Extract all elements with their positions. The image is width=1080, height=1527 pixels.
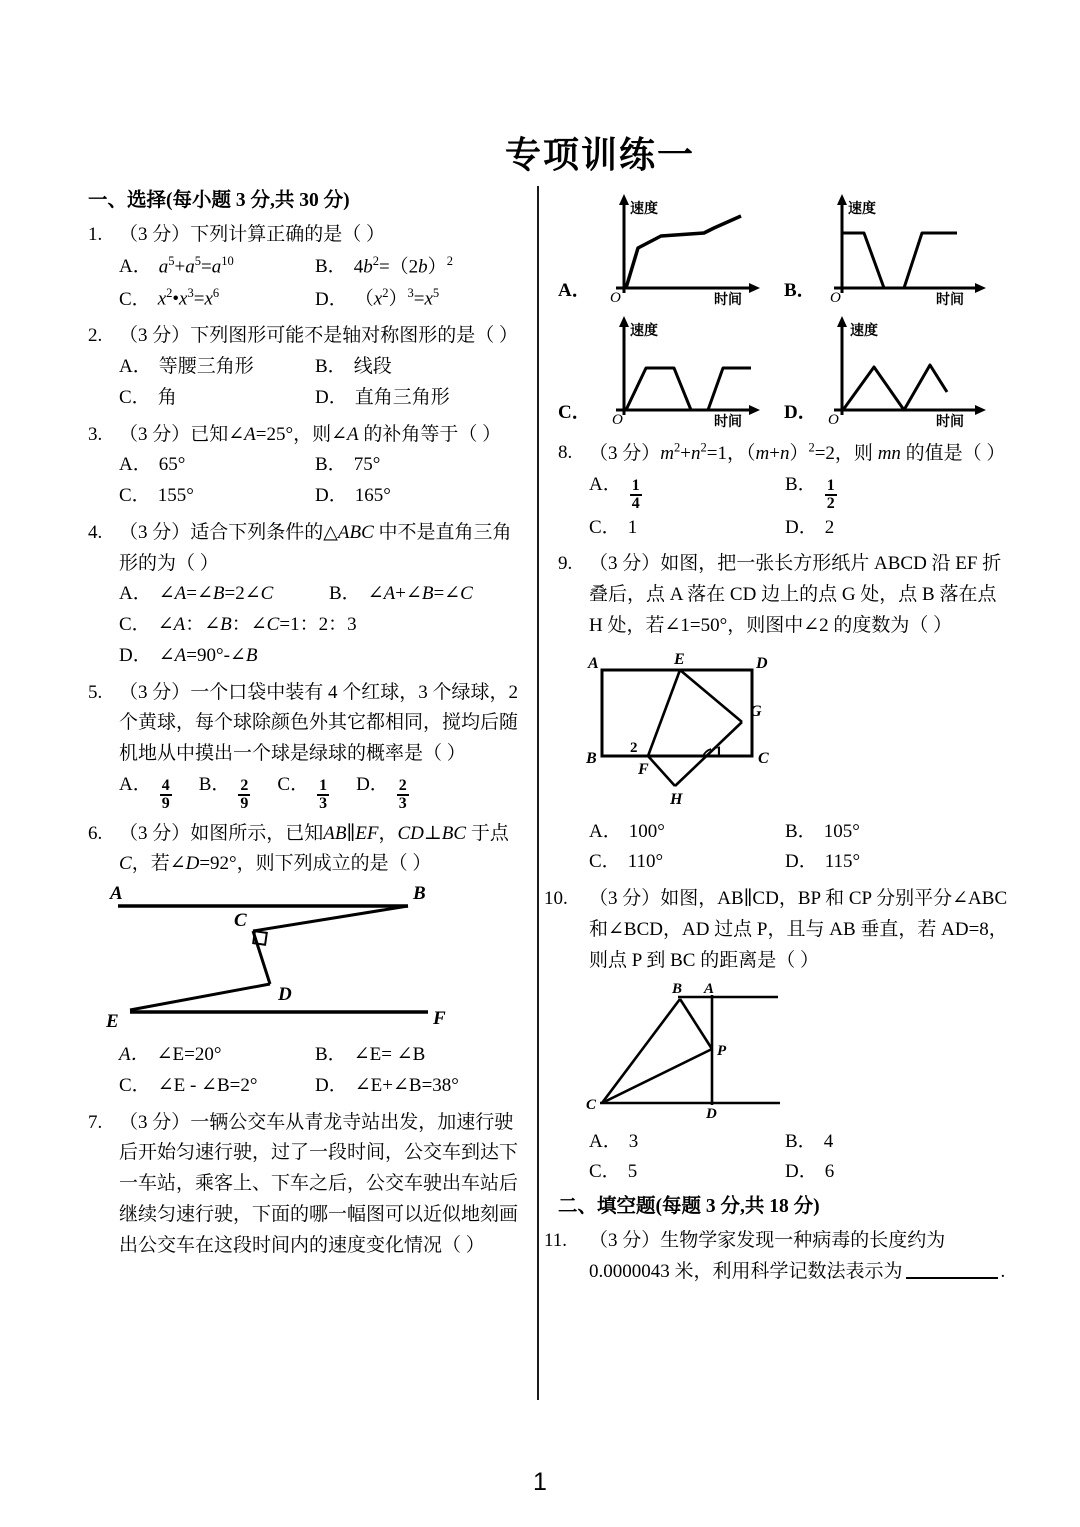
option-2-b-label: B． (315, 356, 347, 378)
q3-var-a1: A (244, 423, 256, 445)
option-8-b[interactable] (785, 470, 838, 513)
svg-text:B: B (672, 980, 683, 997)
question-10-options (558, 1127, 1010, 1189)
option-2-d-label: D． (315, 386, 348, 408)
question-11 (544, 1226, 1010, 1288)
option-2-a[interactable] (119, 352, 315, 383)
question-3-options (88, 450, 526, 512)
question-8 (558, 438, 1010, 543)
question-3 (88, 420, 526, 512)
option-6-b-label: B． (315, 1044, 347, 1066)
option-10-a-label: A． (589, 1130, 622, 1152)
option-8-d-text: 2 (824, 516, 835, 538)
option-9-a[interactable] (589, 817, 785, 848)
svg-text:O: O (610, 290, 621, 306)
svg-text:C: C (234, 910, 247, 932)
question-7-number: 7. (88, 1111, 103, 1133)
option-1-c-math: $x^2•x^3=x^6$ (157, 286, 220, 310)
question-8-number: 8. (558, 442, 573, 463)
question-2 (88, 321, 526, 413)
question-5 (88, 678, 526, 813)
section-heading-fill: 二、填空题(每题 3 分,共 18 分) (558, 1196, 820, 1218)
option-4-a[interactable] (119, 579, 329, 610)
question-10-figure (558, 981, 1010, 1121)
option-6-a-text: ∠E=20° (156, 1044, 222, 1066)
option-6-a-label: A． (119, 1044, 150, 1066)
option-9-b[interactable] (785, 817, 860, 848)
svg-text:B: B (586, 749, 597, 767)
question-7-graphs (558, 188, 1010, 428)
svg-text:时间: 时间 (936, 291, 964, 306)
page-title: 专项训练一 (504, 135, 695, 175)
question-2-options (88, 352, 526, 414)
svg-text:时间: 时间 (714, 413, 742, 428)
option-5-a-fraction: $\frac{4}{9}$ (161, 777, 170, 813)
question-7-stem: （3 分）一辆公交车从青龙寺站出发，加速行驶后开始匀速行驶，过了一段时间，公交车到达下一车站，乘客上、下车之后，公交车驶出车站后继续匀速行驶，下面的哪一幅图可以近似地刻画出公交车在这段时间内的速度变化情况（ ） (119, 1111, 519, 1256)
option-3-a[interactable] (119, 450, 315, 481)
option-1-b-label: B． (315, 256, 347, 278)
option-6-d-text: ∠E+∠B=38° (354, 1074, 459, 1096)
question-10 (544, 884, 1010, 1188)
question-10-stem: （3 分）如图，AB∥CD，BP 和 CP 分别平分∠ABC 和∠BCD，AD 过点 P，且与 AB 垂直，若 AD=8，则点 P 到 BC 的距离是（ ） (589, 888, 1008, 971)
graph-b-label: B． (784, 280, 816, 301)
svg-text:G: G (750, 702, 762, 720)
svg-text:时间: 时间 (714, 291, 742, 306)
question-1 (88, 220, 526, 315)
svg-text:速度: 速度 (630, 322, 658, 338)
question-6-figure (88, 884, 526, 1034)
question-9-figure (558, 646, 1010, 811)
svg-text:A: A (704, 980, 715, 997)
option-2-c-text: 角 (157, 386, 177, 408)
svg-text:速度: 速度 (630, 200, 658, 216)
option-8-c[interactable] (589, 513, 785, 544)
page-number: 1 (533, 1468, 547, 1496)
option-5-d[interactable] (356, 770, 410, 813)
option-4-b-label: B． (329, 583, 361, 605)
option-10-b[interactable] (785, 1127, 833, 1158)
option-9-d-label: D． (785, 851, 818, 873)
option-10-b-text: 4 (823, 1130, 834, 1152)
option-1-a[interactable] (119, 251, 315, 283)
svg-text:F: F (638, 760, 649, 778)
option-4-c-math: ∠A：∠B：∠C=1：2：3 (157, 614, 357, 636)
option-2-d-text: 直角三角形 (354, 386, 450, 408)
option-10-d-label: D． (785, 1161, 818, 1183)
option-9-b-text: 105° (823, 820, 860, 842)
option-4-a-label: A． (119, 583, 152, 605)
option-5-d-fraction: $\frac{2}{3}$ (398, 777, 407, 813)
question-8-stem: （3 分）$m^2+n^2=1$，$(m+n)^2=2$，则 mn 的值是（ ） (589, 441, 1006, 465)
option-2-c-label: C． (119, 386, 151, 408)
option-2-a-label: A． (119, 356, 152, 378)
option-10-b-label: B． (785, 1130, 817, 1152)
option-5-c[interactable] (277, 770, 330, 813)
option-6-d[interactable] (315, 1071, 459, 1102)
question-1-options (88, 251, 526, 315)
svg-text:2: 2 (630, 739, 638, 756)
option-10-c-label: C． (589, 1161, 621, 1183)
option-2-a-text: 等腰三角形 (158, 356, 254, 378)
question-4-number: 4. (88, 521, 103, 543)
option-3-a-text: 65° (158, 454, 186, 476)
option-4-b[interactable] (329, 579, 473, 610)
svg-text:速度: 速度 (850, 322, 878, 338)
option-10-c-text: 5 (627, 1161, 638, 1183)
column-divider (537, 186, 539, 1400)
question-2-number: 2. (88, 325, 103, 347)
option-4-d-math: ∠A=90°‑∠B (158, 644, 258, 666)
option-9-b-label: B． (785, 820, 817, 842)
svg-text:C: C (586, 1096, 597, 1113)
svg-text:D: D (756, 654, 768, 672)
question-5-options (88, 770, 526, 813)
svg-text:O: O (830, 290, 841, 306)
question-3-stem: （3 分）已知∠A=25°，则∠A 的补角等于（ ） (119, 423, 502, 445)
option-8-d[interactable] (785, 513, 834, 544)
option-10-d-text: 6 (824, 1161, 835, 1183)
question-6-stem: （3 分）如图所示，已知AB∥EF，CD⊥BC 于点 C，若∠D=92°，则下列成立的是（ ） (119, 822, 509, 875)
option-4-a-math: ∠A=∠B=2∠C (158, 583, 274, 605)
option-5-a-label: A． (119, 774, 152, 796)
option-4-d-label: D． (119, 644, 152, 666)
svg-text:C: C (758, 749, 769, 767)
option-5-b-fraction: $\frac{2}{9}$ (240, 777, 249, 813)
option-1-d-label: D． (315, 288, 348, 310)
option-10-c[interactable] (589, 1157, 785, 1188)
question-6-options (88, 1040, 526, 1102)
option-1-d[interactable] (315, 283, 439, 315)
option-3-d[interactable] (315, 481, 391, 512)
answer-blank[interactable] (906, 1259, 998, 1279)
question-8-options (558, 470, 1010, 543)
option-8-a-label: A． (589, 474, 622, 496)
question-4-stem: （3 分）适合下列条件的△ABC 中不是直角三角形的为（ ） (119, 521, 512, 574)
svg-text:时间: 时间 (936, 413, 964, 428)
option-5-b[interactable] (199, 770, 252, 813)
graph-option-a[interactable] (558, 188, 784, 306)
option-6-b-text: ∠E= ∠B (353, 1044, 426, 1066)
svg-text:A: A (588, 654, 599, 672)
option-4-b-math: ∠A+∠B=∠C (367, 583, 473, 605)
option-10-d[interactable] (785, 1157, 834, 1188)
svg-text:H: H (670, 790, 683, 808)
option-10-a-text: 3 (628, 1130, 639, 1152)
option-3-b-label: B． (315, 454, 347, 476)
option-1-c-label: C． (119, 288, 151, 310)
svg-text:O: O (612, 412, 623, 428)
question-6 (88, 819, 526, 1102)
option-3-c-text: 155° (157, 485, 194, 507)
option-10-a[interactable] (589, 1127, 785, 1158)
option-5-a[interactable] (119, 770, 173, 813)
question-11-stem: （3 分）生物学家发现一种病毒的长度约为 0.0000043 米，利用科学记数法表示为 . (589, 1230, 1006, 1283)
option-6-b[interactable] (315, 1040, 425, 1071)
option-5-c-label: C． (277, 774, 310, 796)
option-4-c[interactable] (119, 610, 357, 641)
graph-a-label: A． (558, 280, 591, 301)
q4-var-abc: ABC (337, 521, 374, 543)
option-9-c[interactable] (589, 847, 785, 878)
option-8-a-fraction: $\frac{1}{4}$ (631, 477, 640, 513)
svg-text:1: 1 (715, 743, 723, 760)
option-8-b-fraction: $\frac{1}{2}$ (826, 477, 835, 513)
option-2-b[interactable] (315, 352, 392, 383)
option-9-d[interactable] (785, 847, 860, 878)
question-1-number: 1. (88, 224, 103, 246)
option-6-c[interactable] (119, 1071, 315, 1102)
svg-text:B: B (413, 884, 426, 905)
option-9-c-text: 110° (627, 851, 664, 873)
svg-text:E: E (106, 1011, 119, 1033)
question-11-number: 11. (544, 1230, 568, 1252)
option-4-c-label: C． (119, 614, 151, 636)
question-6-number: 6. (88, 822, 103, 844)
option-8-b-label: B． (785, 474, 817, 496)
option-4-d[interactable] (119, 641, 257, 672)
question-5-stem: （3 分）一个口袋中装有 4 个红球，3 个绿球，2 个黄球，每个球除颜色外其它都相同，搅均后随机地从中摸出一个球是绿球的概率是（ ） (119, 681, 519, 765)
question-5-number: 5. (88, 681, 103, 703)
question-7 (88, 1108, 526, 1262)
graph-c-label: C． (558, 402, 591, 423)
option-6-a[interactable] (119, 1040, 315, 1071)
option-8-d-label: D． (785, 516, 818, 538)
option-3-b-text: 75° (353, 454, 381, 476)
question-9-number: 9. (558, 553, 573, 575)
option-1-b-math: $4b^2=(2b)^2$ (353, 254, 453, 278)
svg-text:速度: 速度 (848, 200, 876, 216)
option-2-d[interactable] (315, 383, 450, 414)
option-8-c-text: 1 (627, 516, 638, 538)
option-9-a-label: A． (589, 820, 622, 842)
question-3-number: 3. (88, 423, 103, 445)
svg-text:D: D (706, 1105, 717, 1121)
option-8-c-label: C． (589, 516, 621, 538)
option-3-d-label: D． (315, 485, 348, 507)
section-heading-choice: 一、选择(每小题 3 分,共 30 分) (88, 190, 350, 211)
option-3-a-label: A． (119, 454, 152, 476)
question-2-stem: （3 分）下列图形可能不是轴对称图形的是（ ） (119, 325, 519, 347)
option-1-a-label: A． (119, 256, 152, 278)
question-4 (88, 518, 526, 672)
question-9-options (558, 817, 1010, 879)
graph-option-b[interactable] (784, 188, 1010, 306)
left-column (88, 188, 526, 1267)
graph-d-label: D． (784, 402, 817, 423)
question-9 (558, 549, 1010, 878)
question-4-options (88, 579, 526, 671)
svg-text:A: A (110, 884, 123, 905)
svg-text:O: O (828, 412, 839, 428)
svg-text:E: E (674, 650, 685, 668)
option-6-c-text: ∠E - ∠B=2° (157, 1074, 258, 1096)
svg-text:P: P (717, 1042, 727, 1059)
option-1-a-math: $a^5+a^5=a^{10}$ (158, 254, 234, 278)
graph-option-d[interactable] (784, 310, 1010, 428)
option-3-c-label: C． (119, 485, 151, 507)
svg-text:F: F (433, 1008, 446, 1030)
question-1-stem: （3 分）下列计算正确的是（ ） (119, 224, 386, 246)
option-9-c-label: C． (589, 851, 621, 873)
option-3-d-text: 165° (354, 485, 391, 507)
option-5-b-label: B． (198, 774, 231, 796)
option-1-d-math: $(x^2)^3=x^5$ (354, 286, 440, 310)
option-9-a-text: 100° (628, 820, 665, 842)
option-6-d-label: D． (315, 1074, 348, 1096)
question-9-stem: （3 分）如图，把一张长方形纸片 ABCD 沿 EF 折叠后，点 A 落在 CD 边上的点 G 处，点 B 落在点 H 处，若∠1=50°，则图中∠2 的度数为（ ） (589, 553, 1002, 636)
option-1-c[interactable] (119, 283, 315, 315)
question-10-number: 10. (544, 888, 568, 910)
option-8-a[interactable] (589, 470, 785, 513)
graph-option-c[interactable] (558, 310, 784, 428)
q3-var-a2: A (347, 423, 359, 445)
option-3-c[interactable] (119, 481, 315, 512)
right-column (544, 188, 1010, 1294)
option-6-c-label: C． (119, 1074, 151, 1096)
option-5-d-label: D． (356, 774, 389, 796)
option-2-c[interactable] (119, 383, 315, 414)
option-2-b-text: 线段 (353, 356, 392, 378)
option-5-c-fraction: $\frac{1}{3}$ (319, 777, 328, 813)
option-3-b[interactable] (315, 450, 380, 481)
svg-text:D: D (278, 984, 292, 1006)
option-9-d-text: 115° (824, 851, 861, 873)
option-1-b[interactable] (315, 251, 453, 283)
